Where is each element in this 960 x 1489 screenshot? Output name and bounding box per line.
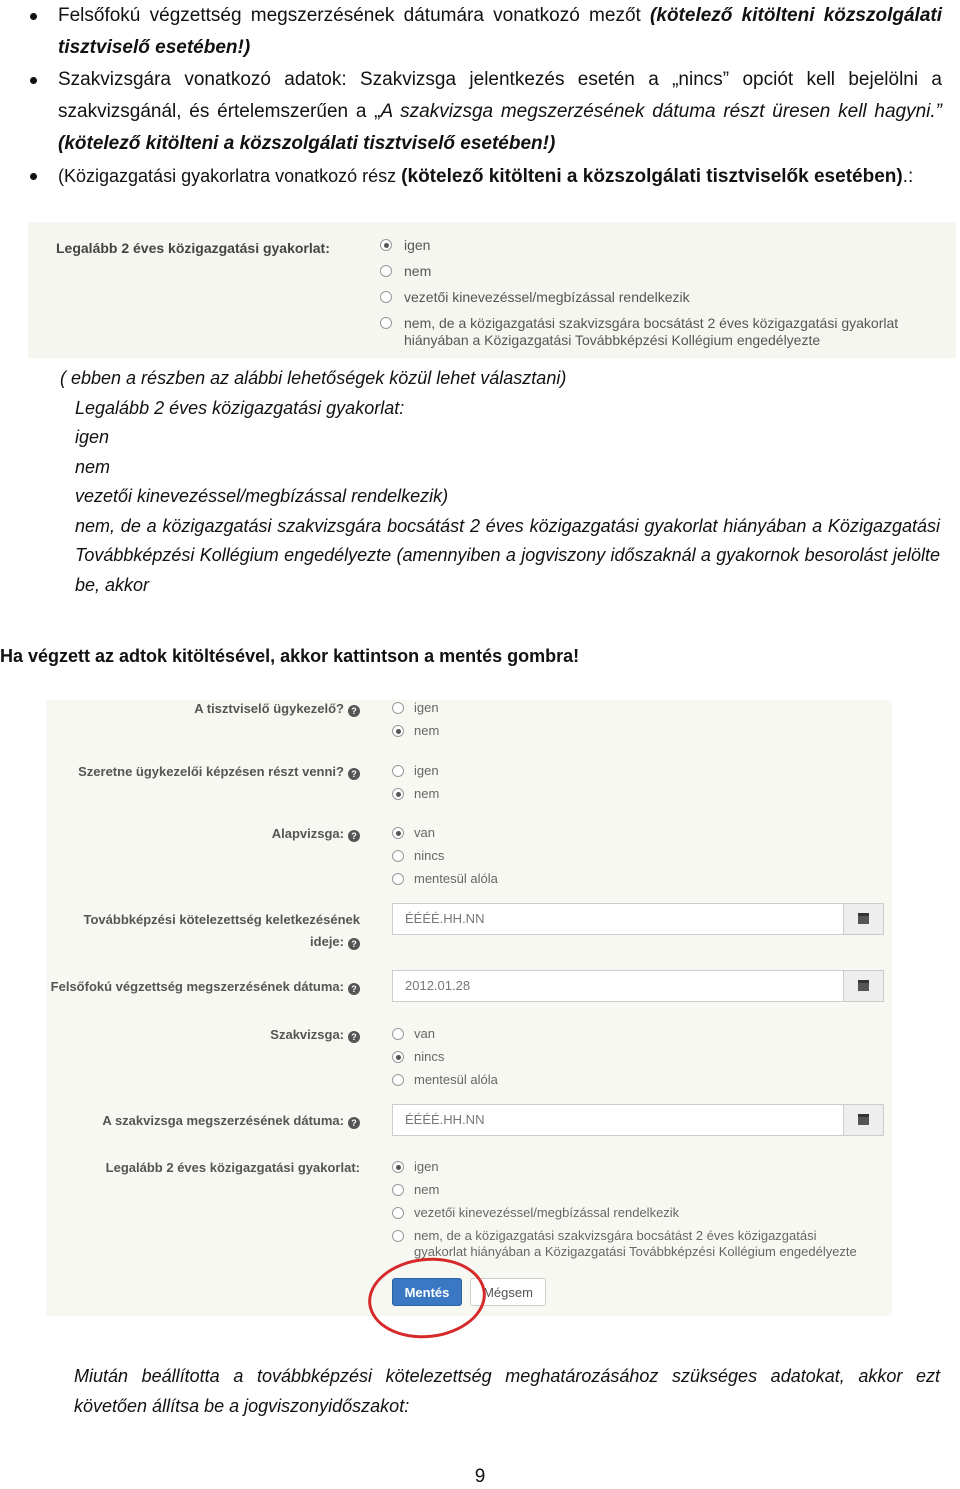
calendar-button[interactable] [843, 1105, 883, 1135]
radio-icon[interactable] [380, 317, 392, 329]
radio-icon[interactable] [380, 291, 392, 303]
calendar-icon [858, 1114, 869, 1125]
bullet-icon [30, 13, 37, 20]
bullet-italic: A szakvizsga megszerzésének dátuma részt üresen kell hagyni.” [380, 101, 942, 122]
bullet-icon [30, 77, 37, 84]
szakvizsga-option-mentesul[interactable]: mentesül alóla [392, 1072, 498, 1087]
field-label-tovabbkepzes: Továbbképzési kötelezettség keletkezésének ideje: ? [83, 912, 360, 949]
explanation-option: vezetői kinevezéssel/megbízással rendelkezik) [75, 486, 449, 506]
question-icon[interactable]: ? [348, 983, 360, 995]
field-label-felsofoku: Felsőfokú végzettség megszerzésének dátuma: ? [51, 976, 360, 998]
options-explanation [60, 364, 940, 600]
kepzes-option-nem[interactable]: nem [392, 786, 439, 801]
field-label-ugykezelo: A tisztviselő ügykezelő? ? [194, 698, 360, 720]
list-item [30, 64, 942, 160]
radio-icon[interactable] [380, 265, 392, 277]
question-icon[interactable]: ? [348, 705, 360, 717]
kepzes-option-igen[interactable]: igen [392, 763, 439, 778]
save-instruction: Ha végzett az adtok kitöltésével, akkor kattintson a mentés gombra! [0, 646, 580, 666]
cancel-button[interactable]: Mégsem [470, 1278, 546, 1306]
radio-selected-icon[interactable] [392, 1161, 404, 1173]
radio-selected-icon[interactable] [392, 827, 404, 839]
radio-selected-icon[interactable] [392, 1051, 404, 1063]
calendar-icon [858, 913, 869, 924]
bullet-emphasis: (kötelező kitölteni a közszolgálati tisztviselők esetében) [401, 166, 903, 187]
explanation-label: Legalább 2 éves közigazgatási gyakorlat: [75, 397, 405, 418]
question-icon[interactable]: ? [348, 938, 360, 950]
question-icon[interactable]: ? [348, 830, 360, 842]
calendar-button[interactable] [843, 971, 883, 1001]
radio-selected-icon[interactable] [392, 788, 404, 800]
gyakorlat-option-igen[interactable]: igen [392, 1159, 439, 1174]
page-number: 9 [474, 1466, 486, 1487]
gyakorlat-option-vezetoi[interactable]: vezetői kinevezéssel/megbízással rendelkezik [392, 1205, 679, 1220]
tovabbkepzes-date-input[interactable]: ÉÉÉÉ.HH.NN [392, 903, 884, 935]
radio-icon[interactable] [392, 765, 404, 777]
radio-selected-icon[interactable] [380, 239, 392, 251]
ugykezelo-option-igen[interactable]: igen [392, 700, 439, 715]
question-icon[interactable]: ? [348, 1031, 360, 1043]
field-label-kepzes: Szeretne ügykezelői képzésen részt venni? ? [78, 761, 360, 783]
radio-icon[interactable] [392, 873, 404, 885]
szakvizsga-date-input[interactable]: ÉÉÉÉ.HH.NN [392, 1104, 884, 1136]
form-screenshot [46, 700, 892, 1316]
practice-option-igen[interactable]: igen [380, 237, 430, 253]
ugykezelo-option-nem[interactable]: nem [392, 723, 439, 738]
bullet-emphasis: (kötelező kitölteni a [58, 133, 240, 154]
bullet-emphasis: közszolgálati tisztviselő esetében!) [239, 133, 556, 154]
alapvizsga-option-nincs[interactable]: nincs [392, 848, 444, 863]
szakvizsga-option-van[interactable]: van [392, 1026, 435, 1041]
field-label-gyakorlat: Legalább 2 éves közigazgatási gyakorlat: [105, 1160, 360, 1175]
bullet-text: (Közigazgatási gyakorlatra vonatkozó rész [58, 166, 402, 186]
radio-icon[interactable] [392, 1207, 404, 1219]
explanation-option: nem, de a közigazgatási szakvizsgára bocsátást 2 éves közigazgatási gyakorlat hiányában a Közigazgatási Továbbképzési Kollégium engedélyezte (amennyiben a jogviszony időszaknál a gyakornok besorolást jelölte be, akkor [75, 515, 940, 595]
radio-icon[interactable] [392, 850, 404, 862]
practice-option-vezetoi[interactable]: vezetői kinevezéssel/megbízással rendelkezik [380, 289, 690, 305]
szakvizsga-option-nincs[interactable]: nincs [392, 1049, 444, 1064]
radio-selected-icon[interactable] [392, 725, 404, 737]
radio-icon[interactable] [392, 1028, 404, 1040]
radio-icon[interactable] [392, 1184, 404, 1196]
bullet-emphasis: (kötelező kitölteni közszolgálati tisztviselő esetében!) [58, 5, 942, 58]
practice-label: Legalább 2 éves közigazgatási gyakorlat: [56, 240, 330, 256]
field-label-alapvizsga: Alapvizsga: ? [272, 823, 360, 845]
calendar-icon [858, 980, 869, 991]
gyakorlat-option-kollegium[interactable]: nem, de a közigazgatási szakvizsgára bocsátást 2 éves közigazgatási gyakorlat hiányában a Közigazgatási Továbbképzési Kollégium engedélyezte [392, 1228, 872, 1260]
explanation-option: igen [75, 427, 110, 447]
list-item [30, 0, 942, 64]
gyakorlat-option-nem[interactable]: nem [392, 1182, 439, 1197]
instruction-list [30, 0, 942, 193]
practice-screenshot [28, 222, 956, 358]
radio-icon[interactable] [392, 1230, 404, 1242]
question-icon[interactable]: ? [348, 1117, 360, 1129]
bullet-icon [30, 173, 37, 180]
field-label-szakvizsga-datum: A szakvizsga megszerzésének dátuma: ? [102, 1110, 360, 1132]
bullet-text: .: [902, 166, 914, 187]
explanation-intro: ( ebben a részben az alábbi lehetőségek közül lehet választani) [60, 368, 567, 388]
alapvizsga-option-van[interactable]: van [392, 825, 435, 840]
bullet-text: Felsőfokú végzettség megszerzésének dátumára vonatkozó mezőt [58, 5, 651, 26]
bullet-text: Szakvizsgára vonatkozó adatok: Szakvizsga jelentkezés esetén a „nincs” opciót kell bejelölni a szakvizsgánál, és értelemszerűen a „ [58, 69, 942, 122]
question-icon[interactable]: ? [348, 768, 360, 780]
radio-icon[interactable] [392, 1074, 404, 1086]
field-label-szakvizsga: Szakvizsga: ? [270, 1024, 360, 1046]
practice-option-kollegium[interactable]: nem, de a közigazgatási szakvizsgára bocsátást 2 éves közigazgatási gyakorlat hiányában a Közigazgatási Továbbképzési Kollégium engedélyezte [380, 315, 940, 349]
alapvizsga-option-mentesul[interactable]: mentesül alóla [392, 871, 498, 886]
calendar-button[interactable] [843, 904, 883, 934]
save-button[interactable]: Mentés [392, 1278, 462, 1306]
felsofoku-date-input[interactable]: 2012.01.28 [392, 970, 884, 1002]
list-item [30, 160, 942, 193]
practice-option-nem[interactable]: nem [380, 263, 431, 279]
next-step-text: Miután beállította a továbbképzési kötelezettség meghatározásához szükséges adatokat, akkor ezt követően állítsa be a jogviszonyidőszakot: [74, 1366, 940, 1416]
explanation-option: nem [75, 456, 111, 477]
highlight-circle [364, 1252, 490, 1344]
radio-icon[interactable] [392, 702, 404, 714]
